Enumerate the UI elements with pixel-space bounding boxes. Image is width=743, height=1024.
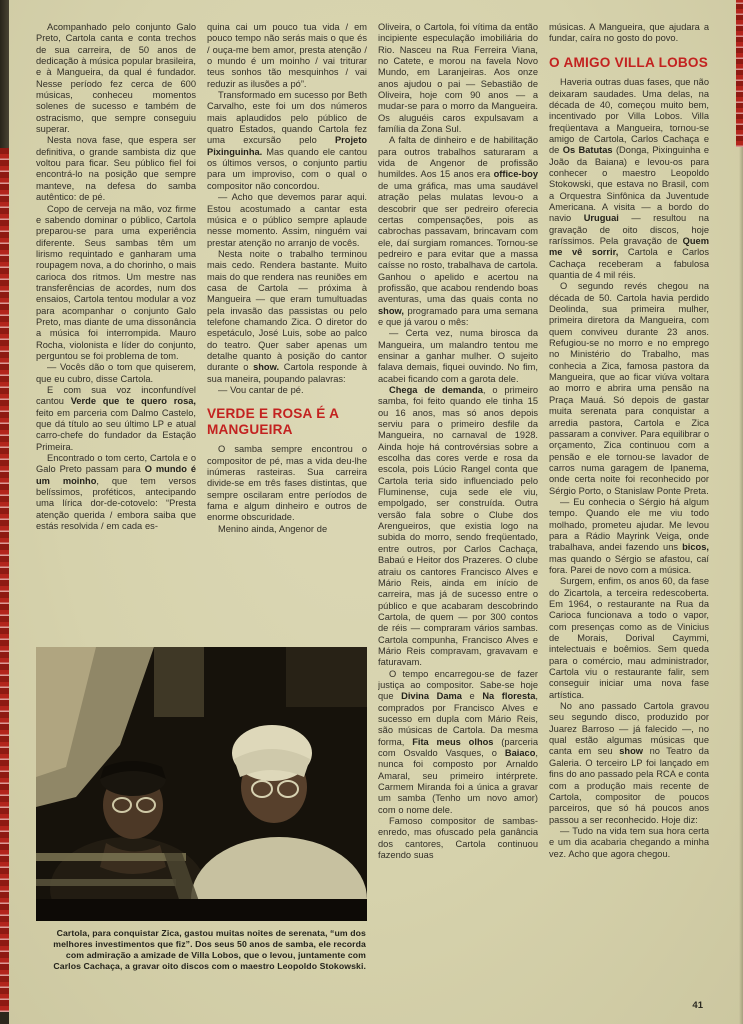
text-column-3 [378,22,538,1008]
text-column-2 [207,22,367,642]
paragraph: músicas. A Mangueira, que ajudara a fundar, caíra no gosto do povo. [549,22,709,44]
left-column-group [36,22,367,1008]
paragraph: No ano passado Cartola gravou seu segundo disco, produzido por Juarez Barroso — já falecido —, no qual estão algumas músicas que canta em seu show no Teatro da Galeria. O terceiro LP foi lançado em fins do ano passado pela RCA e conta com a produção mais recente de Cartola, compositor de poucos parceiros, que só há poucos anos passou a ser reconhecido. Hoje diz: [549,701,709,825]
left-edge-dark-top [0,0,9,148]
paragraph: — Vou cantar de pé. [218,385,304,395]
paragraph: Haveria outras duas fases, que não deixaram saudades. Uma delas, na década de 40, começou muito bem, incentivado por Villa Lobos. Villa freqüentava a Mangueira, tornou-se amigo de Cartola, Carlos Cachaça e de Os Batutas (Donga, Pixinguinha e João da Baiana) e levou-os para conhecer o maestro Leopoldo Stokowski, que estava no Brasil, com a Orquestra Sinfônica da Juventude Americana. A visita — a bordo do navio Uruguai — resultou na gravação de oito discos, hoje raríssimos. Pela gravação de Quem me vê sorrir, Cartola e Carlos Cachaça receberam a fabulosa quantia de 4 mil réis. [549,77,709,281]
paragraph: Encontrado o tom certo, Cartola e o Galo Preto passam para O mundo é um moinho, que tem versos belíssimos, proféticos, antecipando uma lírica dor-de-cotovelo: “Presta atenção querida / embora saiba que estás resolvida / em cada es- [36,453,196,532]
paragraph: O samba sempre encontrou o compositor de pé, mas a vida deu-lhe inúmeras rasteiras. Sua carreira divide-se em três fases distintas, que sempre oscilaram entre períodos de fama e algum dinheiro e outros de enorme obscuridade. [207,444,367,523]
section-heading: VERDE E ROSA É A MANGUEIRA [207,406,339,437]
paragraph: Nesta nova fase, que espera ser definitiva, o grande sambista diz que voltou para ficar. Seu público fiel foi encontrá-lo na posição que sempre manteve, na defesa do samba autêntico: de pé. [36,135,196,203]
section-heading: O AMIGO VILLA LOBOS [549,54,708,70]
paragraph: Famoso compositor de sambas-enredo, mas ofuscado pela ganância dos cantores, Cartola continuou fazendo suas [378,816,538,861]
paragraph: O segundo revés chegou na década de 50. Cartola havia perdido Deolinda, sua primeira mulher, primeira diretora da Mangueira, com quem conviveu durante 23 anos. Refugiou-se no morro e no emprego no Ministério do Trabalho, mas conhecia a Zica, famosa pastora da Mangueira, que ao ficar viúva voltara ao morro e abrira uma pensão na Praça Mauá. Só depois de gastar muita serenata para conquistar a arredia pastora, Cartola e Zica passaram a conviver. Para equilibrar o orçamento, Zica continuou com a pensão e ele tornou-se lavador de carros numa garagem de Ipanema, onde certa noite foi reconhecido por Sérgio Porto, o Stanislaw Ponte Preta. [549,281,709,496]
left-edge-decoration [0,0,9,1024]
page-number: 41 [692,1000,703,1011]
paragraph: — Tudo na vida tem sua hora certa e um dia acabaria chegando a minha vez. Acho que agora chegou. [549,825,709,859]
paragraph: Chega de demanda, o primeiro samba, foi feito quando ele tinha 15 ou 16 anos, mas só anos depois serviu para o primeiro desfile da Mangueira, no carnaval de 1928. Ainda hoje há controvérsias sobre a escolha das cores verde e rosa da escola, pois Lúcio Rangel conta que Cartola teria sido influenciado pelo Fluminense, cuja sede ele viu, empolgado, ser construída. Outra versão fala sobre o Clube dos Arengueiros, que existia logo na subida do morro, sendo freqüentado, entre outros, por Carlos Cachaça, Babaú e Heitor dos Prazeres. O clube atraiu os cantores Francisco Alves e Mário Reis, ainda em início de carreira, mas já de sucesso entre o público e que acabaram descobrindo Cartola, de quem — por 300 contos de réis — compraram vários sambas. Cartola compunha, Francisco Alves e Mário Reis compravam, gravavam e faturavam. [378,385,538,668]
paragraph: — Acho que devemos parar aqui. Estou acostumado a cantar esta música e o público sempre aplaude nesse momento. Assim, ninguém vai prestar atenção no arranjo de vocês. [207,192,367,248]
left-edge-red-pattern [0,148,9,1012]
paragraph: E com sua voz inconfundível cantou Verde que te quero rosa, feito em parceria com Dalmo Castelo, que dá título ao seu último LP e atual carro-chefe do fundador da Estação Primeira. [36,385,196,452]
paragraph: Surgem, enfim, os anos 60, da fase do Zicartola, a terceira redescoberta. Em 1964, o restaurante na Rua da Carioca funcionava a todo o vapor, com presenças como as de Vinicius de Morais, Dorival Caymmi, intelectuais e boêmios. Sem queda para o comércio, mau administrador, Cartola viu o restaurante falir, sem conseguir iniciar uma nova fase artística. [549,576,709,700]
paragraph: A falta de dinheiro e de habilitação para outros trabalhos saturaram a vida de Angenor de profissão humildes. Aos 15 anos era office-boy de uma gráfica, mas uma saudável atração pelas mulatas levou-o a descobrir que ser pedreiro oferecia certas compensações, pois as cabrochas passavam, brincavam com ele, daí surgiam romances. Tornou-se pedreiro e para evitar que a massa caísse no rosto, trabalhava de cartola. Ganhou o apelido e acertou na profissão, que acabou rendendo boas aventuras, uma das quais conta no show, programado para uma semana e que já varou o mês: [378,135,538,327]
photo-caption: Cartola, para conquistar Zica, gastou muitas noites de serenata, “um dos melhores investimentos que fiz”. Dos seus 50 anos de samba, ele recorda com admiração a amizade de Villa Lobos, que o levou, juntamente com Carlos Cachaça, a gravar oito discos com o maestro Leopoldo Stokowski. [53,928,366,971]
paragraph: — Certa vez, numa birosca da Mangueira, um malandro tentou me ensinar a ganhar mulher. O sujeito falava demais, fiquei ouvindo. No fim, acabei ficando com a garota dele. [378,328,538,384]
paragraph: Transformado em sucesso por Beth Carvalho, este foi um dos números mais aplaudidos pelo público de quatro Estados, quando Cartola fez uma excursão pelo Projeto Pixinguinha. Mas quando ele cantou os últimos versos, o conjunto partiu para um improviso, com o qual o compositor não concordou. [207,90,367,191]
photo-illustration [36,647,367,921]
paragraph: Acompanhado pelo conjunto Galo Preto, Cartola canta e conta trechos de sua carreira, de 50 anos de dedicação à música popular brasileira, e à Mangueira, da qual é fundador. Nesse período fez cerca de 600 músicas, conheceu momentos solenes de sucesso e também de ostracismo, que sempre conseguiu superar. [36,22,196,135]
left-edge-dark-bottom [0,1012,9,1024]
paragraph: Copo de cerveja na mão, voz firme e sabendo dominar o público, Cartola preparou-se para uma experiência diferente. Seus sambas têm um lirismo requintado e ganharam uma roupagem nova, a do chorinho, o mais carioca dos ritmos. Um mestre nas transferências de acordes, num dos ensaios, Cartola tentou modular a voz para acompanhar o conjunto Galo Preto, mas diante de uma dissonância a música foi interrompida. Mauro Rocha, violonista e líder do conjunto, perguntou se foi problema de tom. [36,203,196,361]
text-column-4 [549,22,709,1008]
text-column-1 [36,22,196,642]
paragraph: — Vocês dão o tom que quiserem, que eu cubro, disse Cartola. [36,362,196,384]
right-edge-shadow [739,147,743,1024]
paragraph: — Eu conhecia o Sérgio há algum tempo. Quando ele me viu todo molhado, prometeu ajudar. Me levou para a Rádio Mayrink Veiga, onde trabalhava, andei fazendo uns bicos, mas quando o Sérgio se afastou, caí fora. Parei de novo com a música. [549,496,709,575]
paragraph: Oliveira, o Cartola, foi vítima da então incipiente especulação imobiliária do Rio. Nasceu na Rua Ferreira Viana, no Catete, e morou na favela Novo Mundo, em Laranjeiras. Aos onze anos ajudou o pai — Sebastião de Oliveira, hoje com 90 anos — a mudar-se para o morro da Mangueira. Os aluguéis caros expulsavam a família da Zona Sul. [378,22,538,135]
right-edge-red-pattern [736,0,743,147]
paragraph: O tempo encarregou-se de fazer justiça ao compositor. Sabe-se hoje que Divina Dama e Na floresta, comprados por Francisco Alves e sucesso em dupla com Mário Reis, são músicas de Cartola. Da mesma forma, Fita meus olhos (parceria com Osvaldo Vasques, o Baiaco, nunca foi composto por Arnaldo Amaral, seu primeiro intérprete. Carmem Miranda foi a única a gravar um samba (Tenho um novo amor) com o nome dele. [378,668,538,815]
paragraph: quina cai um pouco tua vida / em pouco tempo não serás mais o que és / ouça-me bem amor, presta atenção / o mundo é um moinho / vai triturar teus sonhos tão mesquinhos / vai reduzir as ilusões a pó”. [207,22,367,89]
paragraph: Nesta noite o trabalho terminou mais cedo. Rendera bastante. Muito mais do que rendera nas reuniões em casa de Cartola — próxima à Mangueira — que eram tumultuadas pela invasão das passistas ou pelo telefone chamando Zica. O diretor do espetáculo, José Luis, sobe ao palco do teatro. Quer saber apenas um detalhe quanto à posição do cantor durante o show. Cartola responde à sua maneira, poupando palavras: [207,248,367,384]
upper-two-columns [36,22,367,642]
article-body [36,22,708,1008]
right-edge-decoration [736,0,743,1024]
photo-cartola-and-zica [36,647,367,921]
paragraph: Menino ainda, Angenor de [218,523,328,534]
